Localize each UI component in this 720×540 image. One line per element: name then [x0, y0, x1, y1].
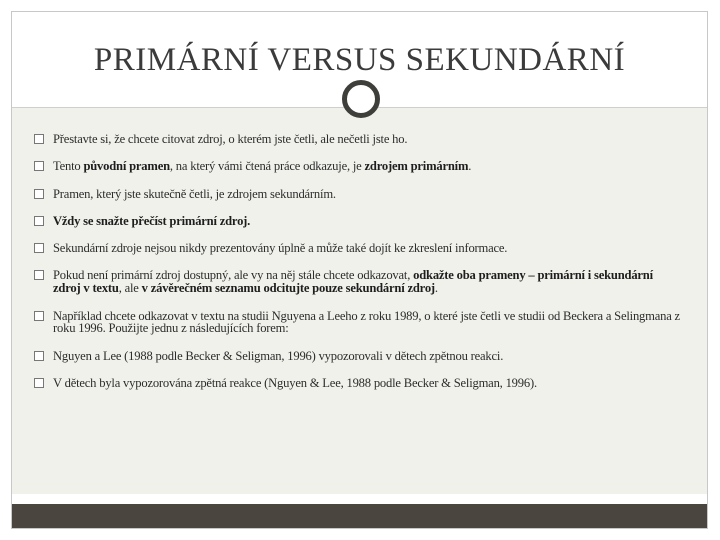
- checkbox-square-icon: [34, 216, 44, 226]
- checkbox-square-icon: [34, 161, 44, 171]
- checkbox-square-icon: [34, 311, 44, 321]
- bullet-item: [34, 160, 680, 173]
- bullet-text: Sekundární zdroje nejsou nikdy prezentovány úplně a může také dojít ke zkreslení informace.: [53, 241, 508, 256]
- checkbox-square-icon: [34, 243, 44, 253]
- bullet-text: Přestavte si, že chcete citovat zdroj, o kterém jste četli, ale nečetli jste ho.: [53, 132, 408, 146]
- bullet-text: Tento původní pramen, na který vámi čtená práce odkazuje, je zdrojem primárním.: [53, 159, 472, 174]
- checkbox-square-icon: [34, 378, 44, 388]
- bullet-text: V dětech byla vypozorována zpětná reakce (Nguyen & Lee, 1988 podle Becker & Seligman, 1996).: [53, 375, 537, 390]
- bullet-item: [34, 269, 680, 295]
- bullet-item: [34, 377, 680, 390]
- bullet-text: Pramen, který jste skutečně četli, je zdrojem sekundárním.: [53, 186, 336, 201]
- bullet-text: Pokud není primární zdroj dostupný, ale vy na něj stále chcete odkazovat, odkažte oba prameny – primární i sekundární zdroj v textu, ale v závěrečném seznamu odcitujte pouze sekundární zdroj.: [53, 268, 653, 296]
- bullet-item: [34, 133, 680, 146]
- bullet-text: Například chcete odkazovat v textu na studii Nguyena a Leeho z roku 1989, o které jste četli ve studii od Beckera a Selingmana z roku 1996. Použijte jednu z následujících forem:: [53, 308, 680, 336]
- bullet-item: [34, 350, 680, 363]
- bullet-item: [34, 188, 680, 201]
- bullet-list: [34, 133, 680, 390]
- bullet-item: [34, 215, 680, 228]
- bullet-item: [34, 310, 680, 336]
- slide: [11, 11, 708, 529]
- slide-title: PRIMÁRNÍ VERSUS SEKUNDÁRNÍ: [93, 42, 626, 78]
- bullet-text: Vždy se snažte přečíst primární zdroj.: [53, 213, 251, 228]
- checkbox-square-icon: [34, 270, 44, 280]
- footer-bar: [12, 504, 707, 528]
- checkbox-square-icon: [34, 351, 44, 361]
- bullet-item: [34, 242, 680, 255]
- checkbox-square-icon: [34, 189, 44, 199]
- bullet-text: Nguyen a Lee (1988 podle Becker & Seligman, 1996) vypozorovali v dětech zpětnou reakci.: [53, 348, 504, 363]
- ring-ornament-icon: [342, 80, 380, 118]
- checkbox-square-icon: [34, 134, 44, 144]
